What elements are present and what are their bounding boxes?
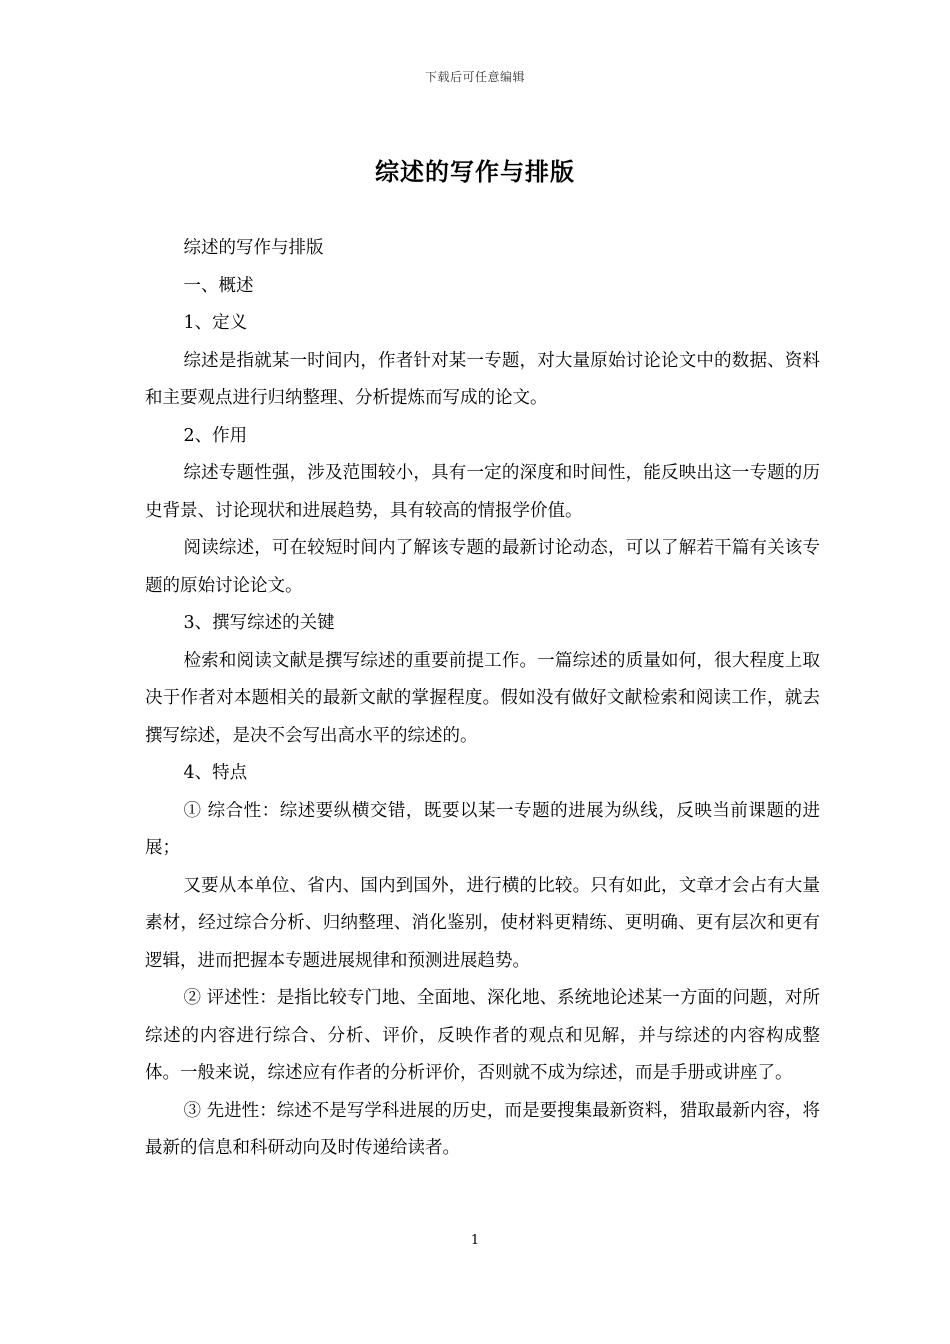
section-heading-overview: 一、概述	[183, 275, 254, 296]
paragraph-heading: 综述的写作与排版	[183, 238, 324, 258]
paragraph-function: 综述专题性强，涉及范围较小，具有一定的深度和时间性，能反映出这一专题的历史背景、讨论现状和进展趋势，具有较高的情报学价值。	[145, 463, 820, 521]
subheading-features: 4、特点	[183, 763, 248, 783]
paragraph-advanced: ③ 先进性：综述不是写学科进展的历史，而是要搜集最新资料，猎取最新内容，将最新的信息和科研动向及时传递给读者。	[145, 1100, 820, 1158]
paragraph-critical: ② 评述性：是指比较专门地、全面地、深化地、系统地论述某一方面的问题，对所综述的内容进行综合、分析、评价，反映作者的观点和见解，并与综述的内容构成整体。一般来说，综述应有作者的分析评价，否则就不成为综述，而是手册或讲座了。	[145, 988, 820, 1083]
subheading-definition: 1、定义	[183, 313, 248, 333]
paragraph-definition: 综述是指就某一时间内，作者针对某一专题，对大量原始讨论论文中的数据、资料和主要观点进行归纳整理、分析提炼而写成的论文。	[145, 350, 820, 408]
paragraph-key: 检索和阅读文献是撰写综述的重要前提工作。一篇综述的质量如何，很大程度上取决于作者对本题相关的最新文献的掌握程度。假如没有做好文献检索和阅读工作，就去撰写综述，是决不会写出高水平的综述的。	[145, 650, 820, 746]
subheading-function: 2、作用	[183, 425, 248, 446]
paragraph-comparison: 又要从本单位、省内、国内到国外，进行横的比较。只有如此，文章才会占有大量素材，经过综合分析、归纳整理、消化鉴别，使材料更精练、更明确、更有层次和更有逻辑，进而把握本专题进展规律和预测进展趋势。	[145, 875, 820, 971]
subheading-key: 3、撰写综述的关键	[183, 613, 335, 633]
document-body	[145, 230, 820, 1168]
paragraph-comprehensive: ① 综合性：综述要纵横交错，既要以某一专题的进展为纵线，反映当前课题的进展；	[145, 800, 820, 858]
page-number: 1	[470, 1233, 480, 1248]
paragraph-reading: 阅读综述，可在较短时间内了解该专题的最新讨论动态，可以了解若干篇有关该专题的原始讨论论文。	[145, 538, 820, 596]
document-title: 综述的写作与排版	[375, 157, 575, 186]
header-note: 下载后可任意编辑	[424, 70, 525, 84]
